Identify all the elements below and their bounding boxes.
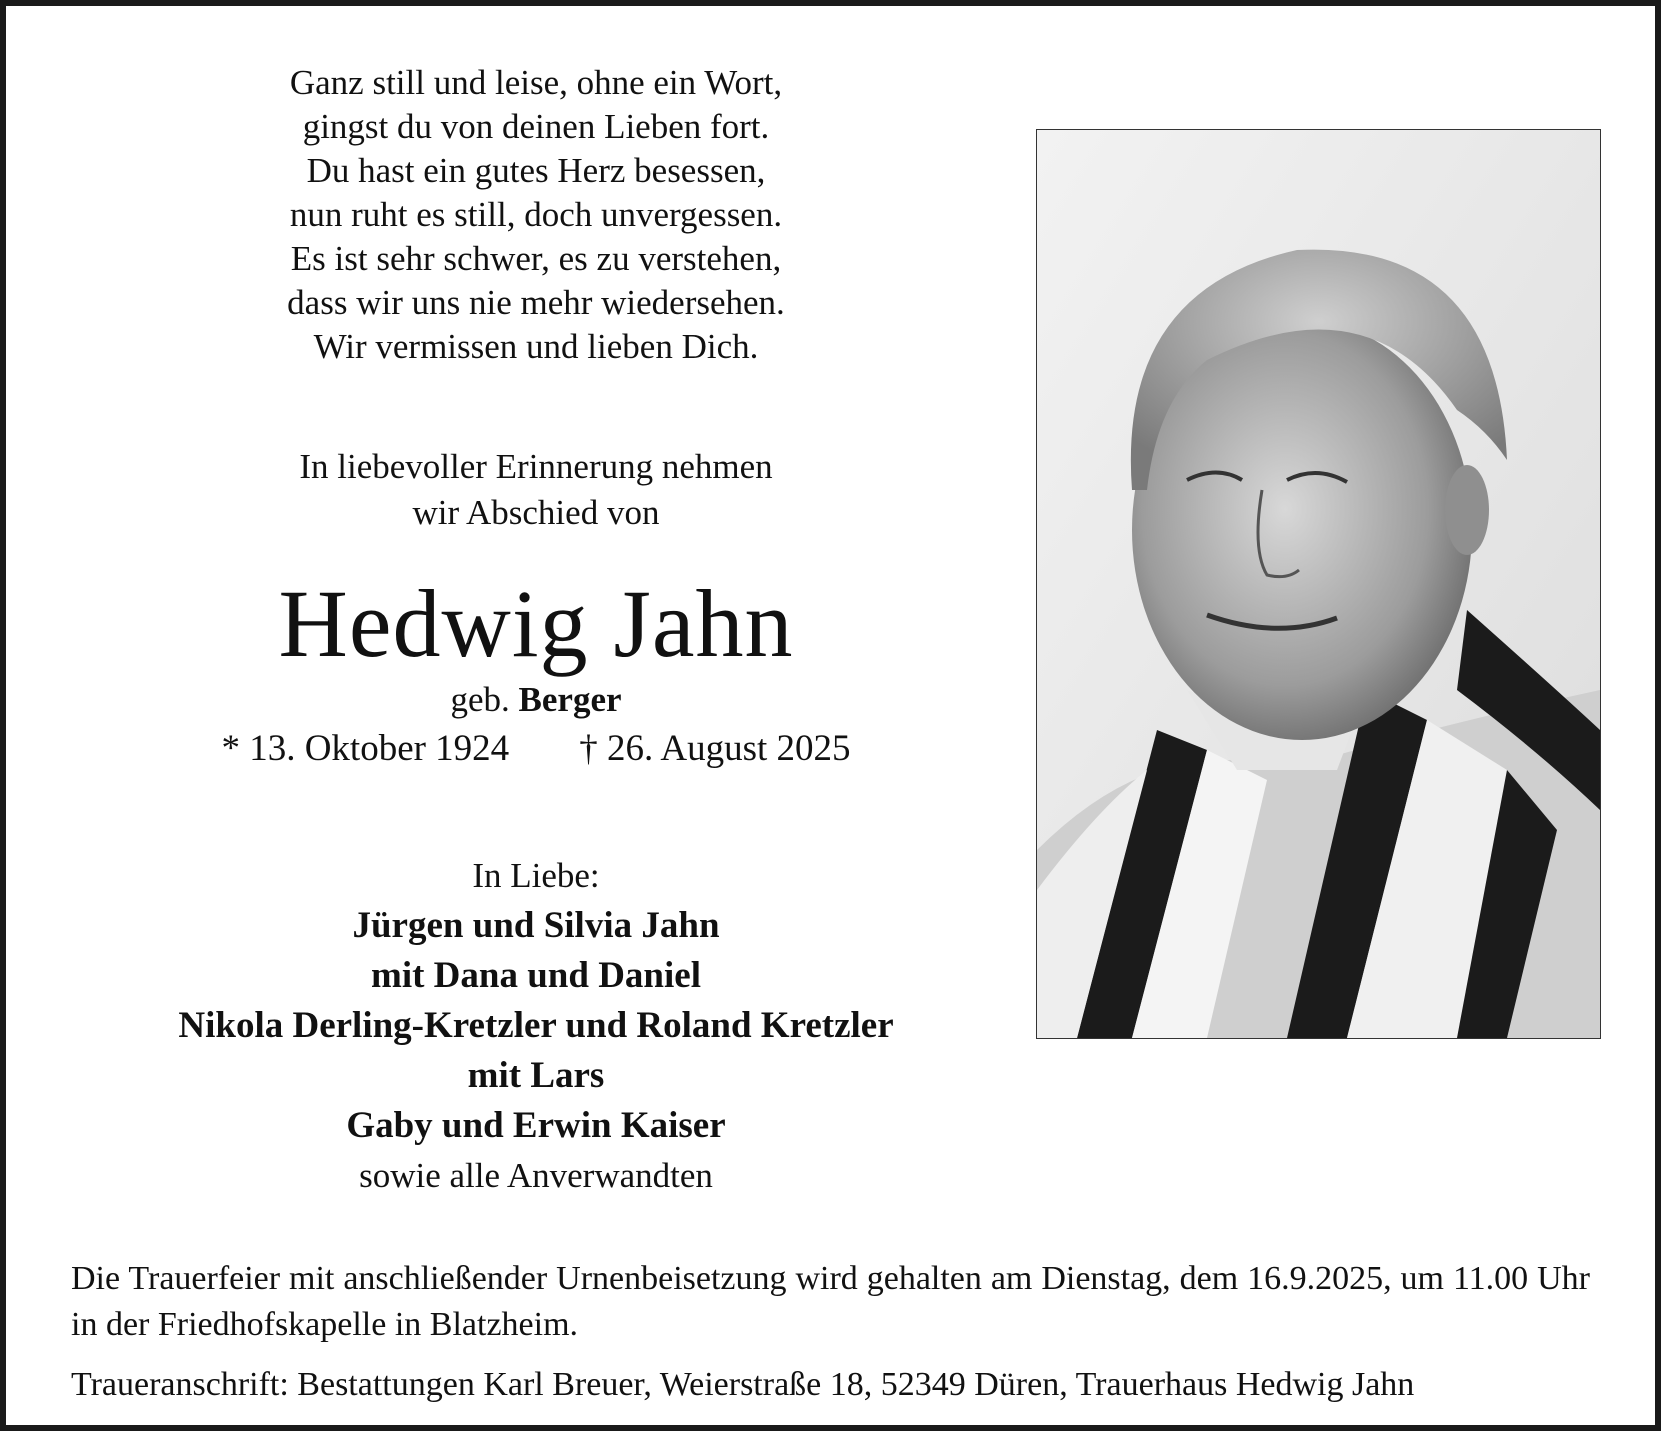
poem-line: Du hast ein gutes Herz besessen,	[306, 151, 766, 190]
intro-line: wir Abschied von	[412, 493, 660, 532]
birth-date: * 13. Oktober 1924	[221, 728, 510, 769]
birth-prefix: geb.	[450, 680, 510, 719]
family-member: mit Dana und Daniel	[371, 955, 701, 996]
ceremony-info: Die Trauerfeier mit anschließender Urnenbeisetzung wird gehalten am Dienstag, dem 16.9.2025, um 11.00 Uhr in der Friedhofskapelle in Blatzheim.	[71, 1260, 1590, 1343]
poem-line: Ganz still und leise, ohne ein Wort,	[289, 63, 783, 102]
poem-line: gingst du von deinen Lieben fort.	[302, 107, 770, 146]
poem-line: nun ruht es still, doch unvergessen.	[289, 195, 783, 234]
family-member: Gaby und Erwin Kaiser	[346, 1105, 726, 1146]
portrait-illustration	[1037, 130, 1600, 1038]
intro-line: In liebevoller Erinnerung nehmen	[299, 447, 773, 486]
family-closing: sowie alle Anverwandten	[359, 1156, 713, 1195]
intro-text	[66, 444, 1006, 536]
poem	[66, 61, 1006, 369]
condolence-address: Traueranschrift: Bestattungen Karl Breuer, Weierstraße 18, 52349 Düren, Trauerhaus Hedwig Jahn	[71, 1366, 1415, 1403]
death-date: † 26. August 2025	[579, 728, 851, 769]
family-member: Jürgen und Silvia Jahn	[352, 905, 720, 946]
life-dates	[66, 726, 1006, 772]
family-member: mit Lars	[467, 1055, 605, 1096]
birth-name-line	[66, 678, 1006, 722]
birth-name: Berger	[518, 680, 622, 719]
deceased-name: Hedwig Jahn	[278, 570, 794, 677]
poem-line: Es ist sehr schwer, es zu verstehen,	[290, 239, 782, 278]
family-heading: In Liebe:	[472, 856, 600, 895]
poem-line: Wir vermissen und lieben Dich.	[313, 327, 759, 366]
portrait-photo	[1036, 129, 1601, 1039]
family-list	[66, 851, 1006, 1201]
poem-line: dass wir uns nie mehr wiedersehen.	[287, 283, 785, 322]
family-member: Nikola Derling-Kretzler und Roland Kretzler	[178, 1005, 894, 1046]
